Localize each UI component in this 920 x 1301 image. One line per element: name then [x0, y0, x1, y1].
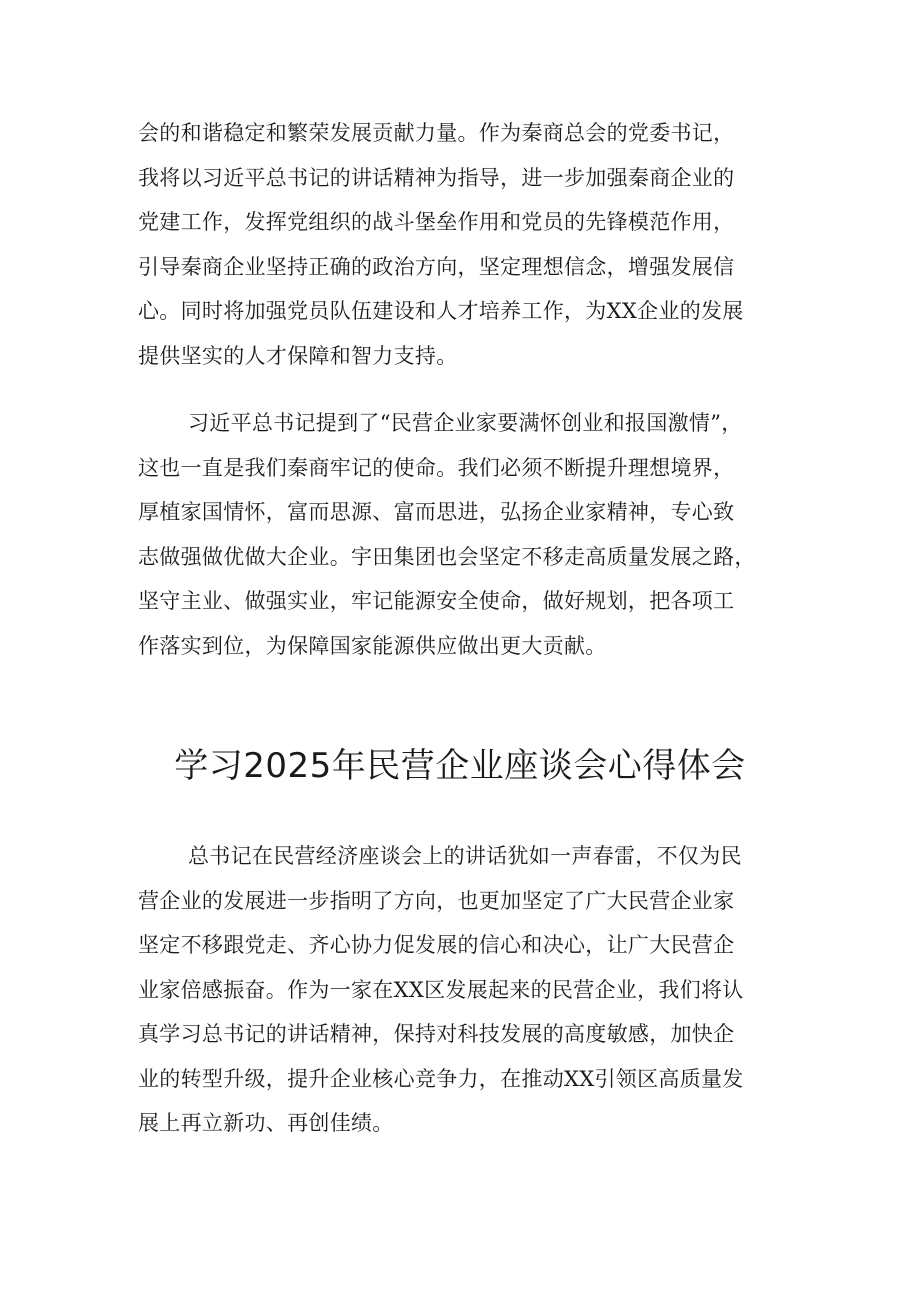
paragraph-line: 会的和谐稳定和繁荣发展贡献力量。作为秦商总会的党委书记，: [138, 121, 735, 145]
paragraph-line: 总书记在民营经济座谈会上的讲话犹如一声春雷，不仅为民: [188, 844, 742, 868]
paragraph-line: 这也一直是我们秦商牢记的使命。我们必须不断提升理想境界，: [138, 455, 735, 480]
section-title: 学习2025年民营企业座谈会心得体会: [174, 746, 746, 786]
paragraph-line: 营企业的发展进一步指明了方向，也更加坚定了广大民营企业家: [138, 888, 735, 913]
paragraph-line: 业的转型升级，提升企业核心竞争力，在推动XX引领区高质量发: [138, 1066, 744, 1091]
paragraph-continuation: [138, 111, 798, 378]
paragraph-line: 党建工作，发挥党组织的战斗堡垒作用和党员的先锋模范作用，: [138, 210, 735, 234]
paragraph-line: 心。同时将加强党员队伍建设和人才培养工作，为XX企业的发展: [138, 299, 744, 323]
paragraph-line: 提供坚实的人才保障和智力支持。: [138, 343, 458, 368]
paragraph-line: 我将以习近平总书记的讲话精神为指导，进一步加强秦商企业的: [138, 165, 735, 190]
paragraph-line: 坚守主业、做强实业，牢记能源安全使命，做好规划，把各项工: [138, 589, 735, 613]
paragraph-third: [138, 834, 798, 1146]
paragraph-line: 引导秦商企业坚持正确的政治方向，坚定理想信念，增强发展信: [138, 254, 735, 279]
paragraph-line: 厚植家国情怀，富而思源、富而思进，弘扬企业家精神，专心致: [138, 500, 735, 524]
paragraph-line: 坚定不移跟党走、齐心协力促发展的信心和决心，让广大民营企: [138, 933, 735, 957]
paragraph-line: 习近平总书记提到了“民营企业家要满怀创业和报国激情”，: [188, 411, 743, 435]
paragraph-second: [138, 401, 798, 668]
paragraph-line: 作落实到位，为保障国家能源供应做出更大贡献。: [138, 633, 607, 658]
paragraph-line: 业家倍感振奋。作为一家在XX区发展起来的民营企业，我们将认: [138, 977, 744, 1002]
paragraph-line: 展上再立新功、再创佳绩。: [138, 1111, 394, 1135]
paragraph-line: 真学习总书记的讲话精神，保持对科技发展的高度敏感，加快企: [138, 1022, 735, 1046]
paragraph-line: 志做强做优做大企业。宇田集团也会坚定不移走高质量发展之路，: [138, 544, 756, 569]
